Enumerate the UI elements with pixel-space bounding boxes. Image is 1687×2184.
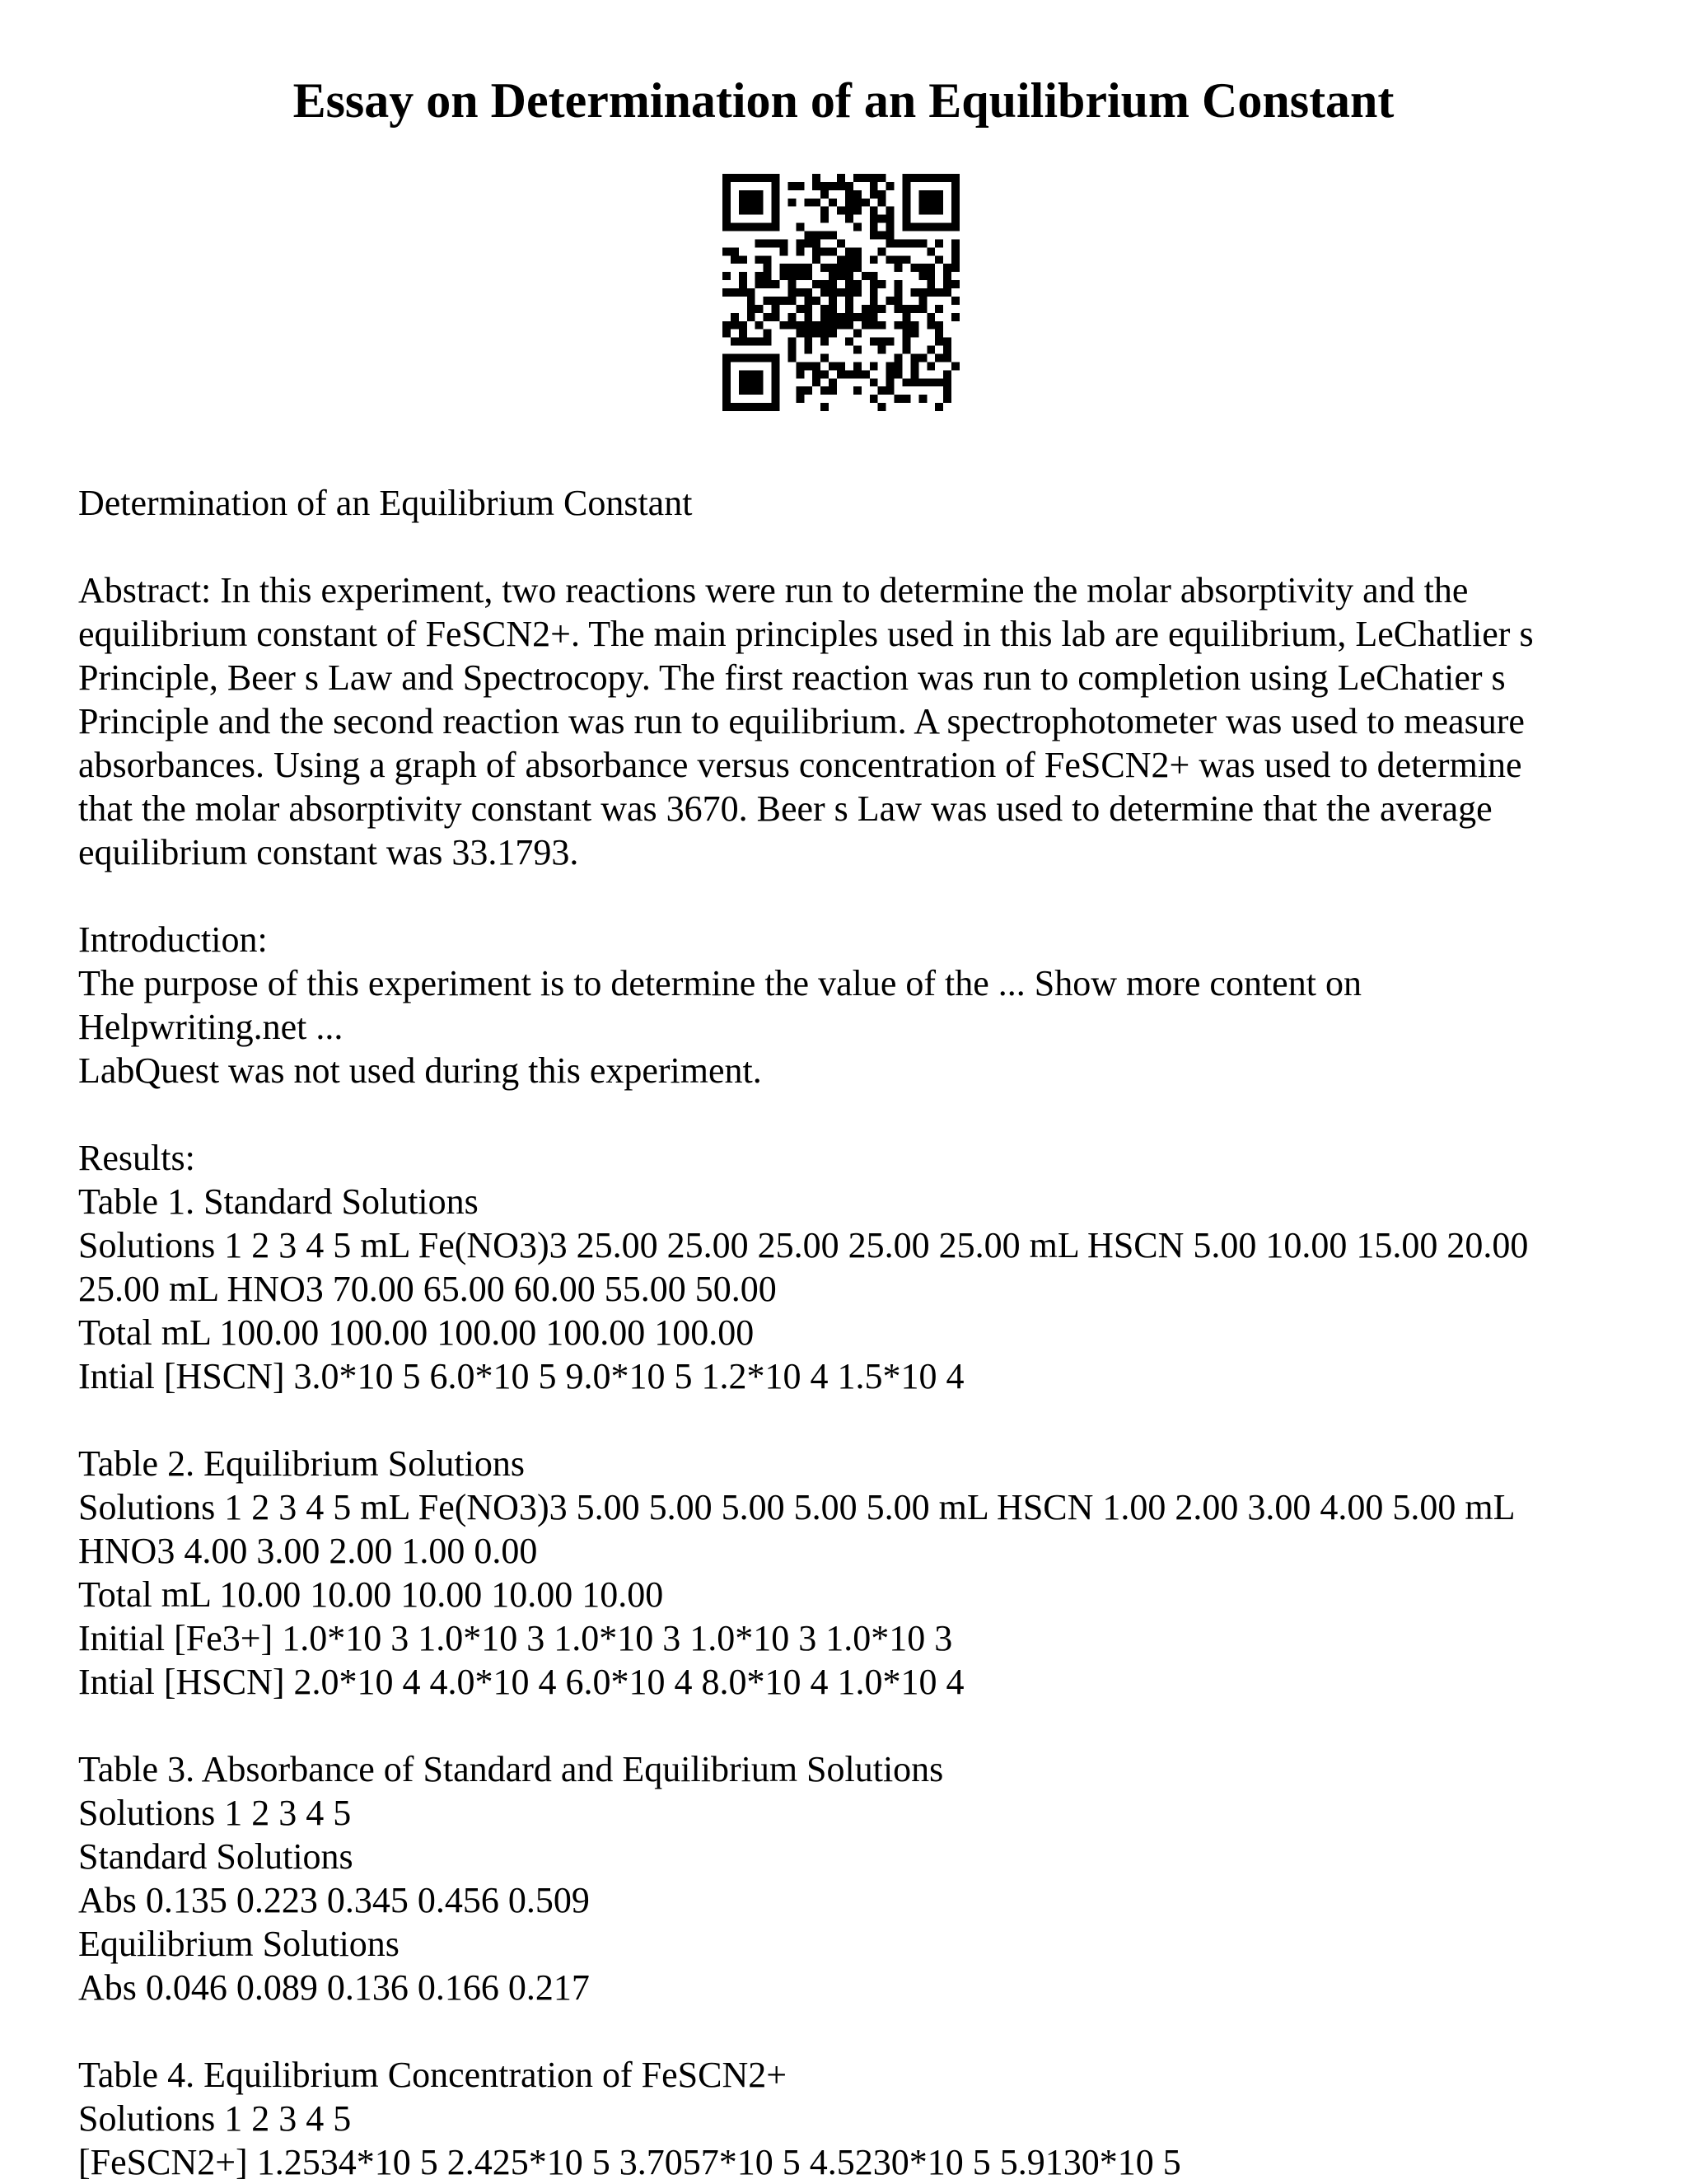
table2-line: Intial [HSCN] 2.0*10 4 4.0*10 4 6.0*10 4 8.0*10 4 1.0*10 4 (78, 1662, 965, 1702)
spacer (78, 874, 1627, 918)
spacer (78, 1092, 1627, 1136)
spacer (78, 1398, 1627, 1442)
table1-line: Total mL 100.00 100.00 100.00 100.00 100.00 (78, 1312, 755, 1353)
table1-line: Intial [HSCN] 3.0*10 5 6.0*10 5 9.0*10 5 1.2*10 4 1.5*10 4 (78, 1356, 965, 1396)
abstract-line: equilibrium constant was 33.1793. (78, 832, 579, 872)
abstract-line: that the molar absorptivity constant was 3670. Beer s Law was used to determine that the average (78, 788, 1493, 829)
table3-line: Equilibrium Solutions (78, 1924, 400, 1964)
table2-line: HNO3 4.00 3.00 2.00 1.00 0.00 (78, 1531, 538, 1571)
table1-line: 25.00 mL HNO3 70.00 65.00 60.00 55.00 50.00 (78, 1269, 777, 1309)
table2-caption: Table 2. Equilibrium Solutions (78, 1443, 526, 1484)
table3-line: Abs 0.046 0.089 0.136 0.166 0.217 (78, 1967, 590, 2008)
abstract-line: equilibrium constant of FeSCN2+. The main principles used in this lab are equilibrium, LeChatlier s (78, 614, 1534, 654)
table4-caption: Table 4. Equilibrium Concentration of FeSCN2+ (78, 2055, 787, 2095)
results-heading: Results: (78, 1138, 195, 1178)
table4-line: Solutions 1 2 3 4 5 (78, 2098, 352, 2139)
table2-line: Initial [Fe3+] 1.0*10 3 1.0*10 3 1.0*10 3 1.0*10 3 1.0*10 3 (78, 1618, 953, 1658)
qr-code-icon (722, 174, 960, 411)
document-heading: Determination of an Equilibrium Constant (78, 483, 693, 523)
table3-line: Abs 0.135 0.223 0.345 0.456 0.509 (78, 1880, 590, 1920)
table2-line: Solutions 1 2 3 4 5 mL Fe(NO3)3 5.00 5.00 5.00 5.00 5.00 mL HSCN 1.00 2.00 3.00 4.00 5.00 mL (78, 1487, 1516, 1527)
abstract-line: Abstract: In this experiment, two reactions were run to determine the molar absorptivity and the (78, 570, 1469, 610)
page-title: Essay on Determination of an Equilibrium Constant (292, 73, 1395, 129)
spacer (78, 525, 1627, 568)
introduction-line: LabQuest was not used during this experiment. (78, 1050, 762, 1091)
table3-line: Solutions 1 2 3 4 5 (78, 1793, 352, 1833)
introduction-line: The purpose of this experiment is to determine the value of the ... Show more content on (78, 963, 1362, 1003)
introduction-heading: Introduction: (78, 919, 268, 960)
table3-caption: Table 3. Absorbance of Standard and Equilibrium Solutions (78, 1749, 944, 1789)
spacer (78, 2009, 1627, 2053)
introduction-line: Helpwriting.net ... (78, 1007, 343, 1047)
spacer (78, 1704, 1627, 1747)
abstract-line: absorbances. Using a graph of absorbance versus concentration of FeSCN2+ was used to determine (78, 745, 1522, 785)
table1-caption: Table 1. Standard Solutions (78, 1181, 479, 1222)
qr-code[interactable] (722, 174, 960, 411)
abstract-line: Principle and the second reaction was run to equilibrium. A spectrophotometer was used to measure (78, 701, 1525, 741)
essay-body (78, 481, 1627, 2184)
table3-line: Standard Solutions (78, 1836, 353, 1877)
table2-line: Total mL 10.00 10.00 10.00 10.00 10.00 (78, 1574, 664, 1615)
table4-line: [FeSCN2+] 1.2534*10 5 2.425*10 5 3.7057*10 5 4.5230*10 5 5.9130*10 5 (78, 2142, 1181, 2182)
abstract-line: Principle, Beer s Law and Spectrocopy. The first reaction was run to completion using LeChatier s (78, 657, 1506, 698)
table1-line: Solutions 1 2 3 4 5 mL Fe(NO3)3 25.00 25.00 25.00 25.00 25.00 mL HSCN 5.00 10.00 15.00 20.00 (78, 1225, 1529, 1265)
